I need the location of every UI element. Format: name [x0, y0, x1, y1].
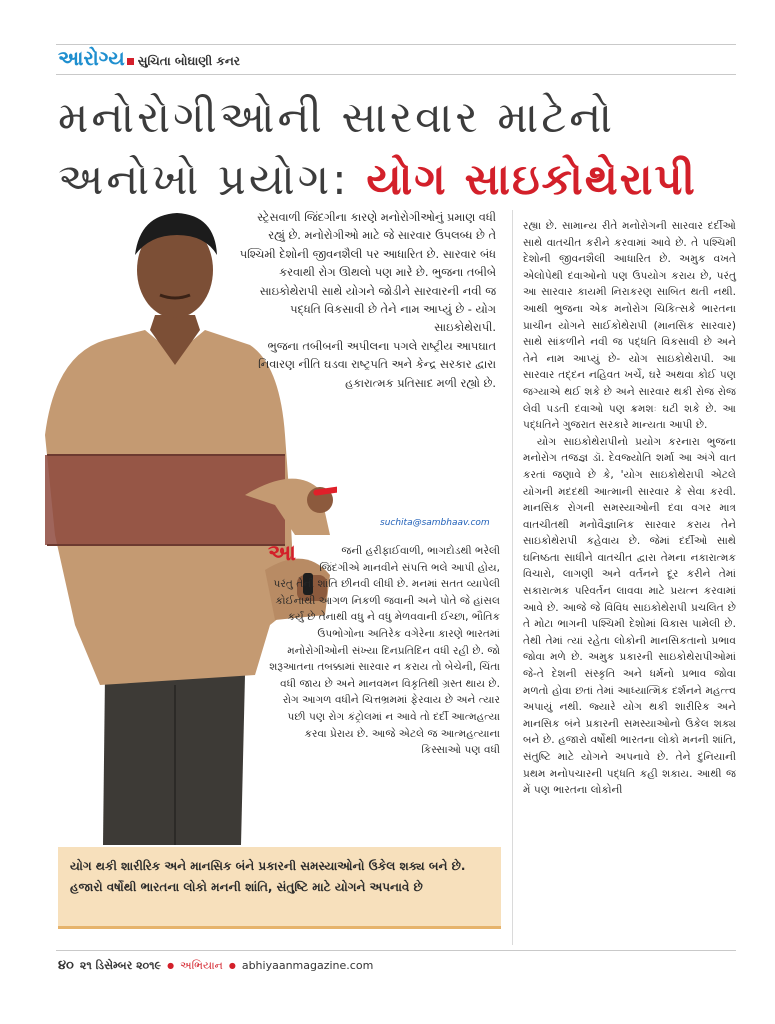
page-footer — [58, 958, 373, 973]
body-right-column — [523, 218, 736, 799]
website-link[interactable]: abhiyaanmagazine.com — [241, 959, 374, 972]
intro-paragraph-2: ભુજના તબીબની અપીલના પગલે રાષ્ટ્રીય આપઘાત નિવારણ નીતિ ઘડવા રાષ્ટ્રપતિ અને કેન્દ્ર સરકાર દ્વારા હકારાત્મક પ્રતિસાદ મળી રહ્યો છે. — [258, 338, 496, 390]
intro-paragraph-1: સ્ટ્રેસવાળી જિંદગીના કારણે મનોરોગીઓનું પ્રમાણ વધી રહ્યું છે. મનોરોગીઓ માટે જે સારવાર ઉપલબ્ધ છે તે પશ્ચિમી દેશોની જીવનશૈલી પર આધારિત છે. સારવાર બંધ કરવાથી રોગ ઊથલો પણ મારે છે. ભુજના તબીબે સાઇકોથેરાપી સાથે યોગને જોડીને સારવારની નવી જ પદ્ધતિ વિકસાવી છે તેને નામ આપ્યું છે - યોગ સાઇકોથેરાપી. — [239, 210, 496, 335]
body-middle-paragraph: જની હરીફાઈવાળી, ભાગદોડથી ભરેલી જિંદગીએ માનવીને સંપત્તિ ભલે આપી હોય, પરંતુ તેની શાંતિ છીનવી લીધી છે. મનમાં સતત વ્યાપેલી કોઈનાથી આગળ નિકળી જવાની અને પોતે જે હાંસલ કર્યું છે તેનાથી વધુ ને વધુ મેળવવાની ઈચ્છા, ભૌતિક ઉપભોગોના અતિરેક વગેરેના કારણે ભારતમાં મનોરોગીઓની સંખ્યા દિનપ્રતિદિન વધી રહી છે. જો શરૂઆતના તબક્કામાં સારવાર ન કરાય તો બેચેની, ચિંતા વધી જાય છે અને માનવમન વિકૃતિથી ગ્રસ્ત થાય છે. રોગ આગળ વધીને ચિત્તભ્રમમાં ફેરવાય છે અને ત્યાર પછી પણ રોગ કંટ્રોલમાં ન આવે તો દર્દી આત્મહત્યા કરવા પ્રેરાય છે. આજે એટલે જ આત્મહત્યાના કિસ્સાઓ પણ વધી — [269, 545, 500, 757]
section-name: આરોગ્ય — [58, 46, 125, 70]
top-rule — [56, 44, 736, 45]
page-number: ૪૦ — [58, 958, 74, 973]
section-marker-icon — [127, 58, 134, 65]
section-header — [58, 46, 240, 72]
issue-date: ૨૧ ડિસેમ્બર ૨૦૧૯ — [79, 958, 162, 972]
headline-line-1: મનોરોગીઓની સારવાર માટેનો — [58, 93, 616, 143]
magazine-name: અભિયાન — [180, 958, 223, 972]
pull-quote-box — [58, 847, 501, 929]
drop-cap: આ — [268, 541, 296, 566]
body-right-paragraph-2: યોગ સાઇકોથેરાપીનો પ્રયોગ કરનારા ભુજના મનોરોગ તજજ્ઞ ડૉ. દેવજ્યોતિ શર્મા આ અંગે વાત કરતાં જણાવે છે કે, 'યોગ સાઇકોથેરાપી એટલે યોગની મદદથી આત્માની સારવાર કે સેવા કરવી. માનસિક રોગની સમસ્યાઓની દવા વગર માત્ર વાતચીતથી મનોવૈજ્ઞાનિક સારવાર કરાય તેને સાઇકોથેરાપી કહેવાય છે. જેમાં દર્દીઓ સાથે ઘનિષ્ઠતા સાધીને વાતચીત દ્વારા તેમના નકારાત્મક વિચારો, લાગણી અને વર્તનને દૂર કરીને તેમાં સકારાત્મક પરિવર્તન લાવવા માટે પ્રયત્ન કરવામાં આવે છે. આજે જે વિવિધ સાઇકોથેરાપી પ્રચલિત છે તે મોટા ભાગની પશ્ચિમી દેશોમાં વિકાસ પામેલી છે. તેથી તેમાં ત્યાં રહેતા લોકોની માનસિકતાનો પ્રભાવ જોવા મળે છે. અમુક પ્રકારની સાઇકોથેરાપીઓમાં જે-તે દેશની સંસ્કૃતિ અને ધર્મનો પ્રભાવ જોવા મળતો હોવા છતાં તેમાં આધ્યાત્મિક દર્શનને મહત્ત્વ અપાયું નથી. જ્યારે યોગ થકી શારીરિક અને માનસિક બંને પ્રકારની સમસ્યાઓનો ઉકેલ શક્ય બને છે. હજારો વર્ષોથી ભારતના લોકો મનની શાંતિ, સંતુષ્ટિ માટે યોગને અપનાવે છે. તેને દુનિયાની પ્રથમ મનોપચારની પદ્ધતિ કહી શકાય. આથી જ મેં પણ ભારતના લોકોની — [523, 435, 736, 797]
author-email[interactable]: suchita@sambhaav.com — [380, 518, 490, 528]
body-middle-column — [268, 543, 500, 759]
body-right-paragraph-1: રહ્યા છે. સામાન્ય રીતે મનોરોગની સારવાર દર્દીઓ સાથે વાતચીત કરીને કરવામાં આવે છે. તે પશ્ચિમી દેશોની જીવનશૈલી આધારિત છે. અમુક વખતે એલોપેથી દવાઓનો પણ ઉપયોગ કરાય છે, પરંતુ આ સારવાર કાયમી નિરાકરણ સાબિત થતી નથી. આથી ભુજના એક મનોરોગ ચિકિત્સકે ભારતના પ્રાચીન યોગને સાઈકોથેરાપી (માનસિક સારવાર) સાથે સાંકળીને નવી જ પદ્ધતિ વિકસાવી છે અને તેને નામ આપ્યું છે- યોગ સાઇકોથેરાપી. આ સારવાર તદ્દન નહિવત ખર્ચે, ઘરે અથવા કોઈ પણ જગ્યાએ થઈ શકે છે અને સારવાર થકી રોજ રોજ લેવી પડતી દવાઓ પણ ક્રમશઃ ઘટી શકે છે. આ પદ્ધતિને ગુજરાત સરકારે માન્યતા આપી છે. — [523, 220, 736, 432]
footer-rule — [56, 950, 736, 951]
headline-line-2 — [58, 150, 697, 210]
pull-quote-text: યોગ થકી શારીરિક અને માનસિક બંને પ્રકારની સમસ્યાઓનો ઉકેલ શક્ય બને છે. હજારો વર્ષોથી ભારતના લોકો મનની શાંતિ, સંતુષ્ટિ માટે યોગને અપનાવે છે — [70, 859, 466, 894]
headline-prefix: અનોખો પ્રયોગ: — [58, 155, 350, 205]
column-divider — [512, 210, 513, 945]
headline-highlight: યોગ સાઇકોથેરાપી — [366, 155, 697, 205]
separator-dot-icon: ● — [167, 961, 175, 970]
author-byline: સુચિતા બોઘાણી કનર — [137, 54, 240, 68]
header-rule — [56, 74, 736, 75]
intro-column — [238, 208, 496, 392]
separator-dot-icon: ● — [228, 961, 236, 970]
